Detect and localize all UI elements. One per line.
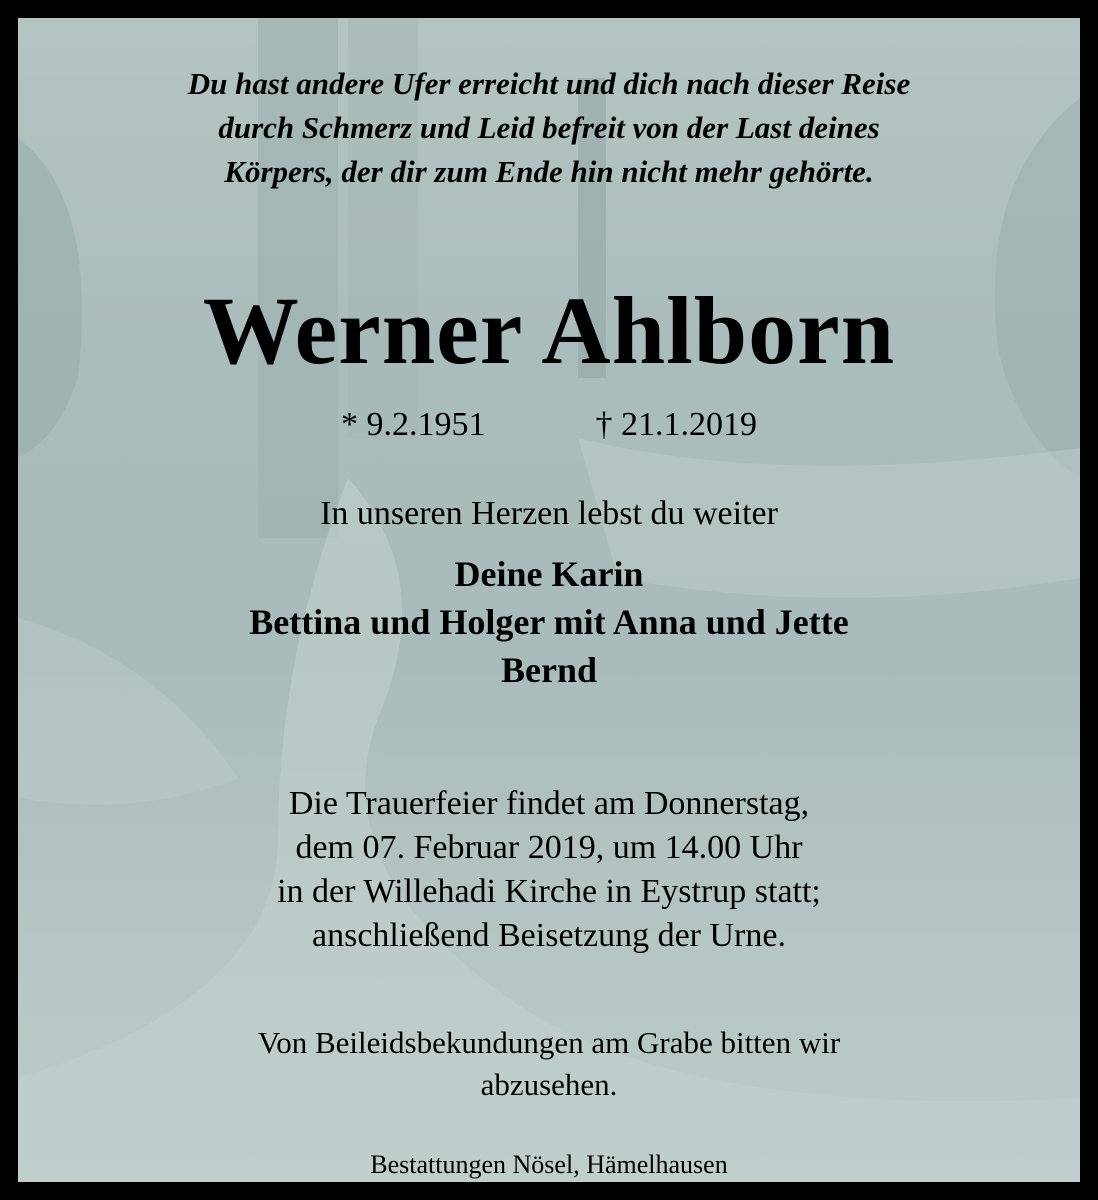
- service-line: anschließend Beisetzung der Urne.: [312, 917, 786, 954]
- mourner-line: Deine Karin: [454, 554, 644, 594]
- death-date: † 21.1.2019: [595, 406, 757, 443]
- quote-line: Du hast andere Ufer erreicht und dich nach dieser Reise: [187, 66, 911, 101]
- quote-line: durch Schmerz und Leid befreit von der Last deines: [218, 110, 880, 145]
- quote-line: Körpers, der dir zum Ende hin nicht mehr gehörte.: [224, 154, 874, 189]
- service-line: dem 07. Februar 2019, um 14.00 Uhr: [295, 829, 803, 866]
- deceased-name: Werner Ahlborn: [202, 277, 896, 384]
- condolence-note: [18, 1022, 1080, 1106]
- life-dates: [18, 403, 1080, 447]
- mourner-line: Bettina und Holger mit Anna und Jette: [249, 602, 849, 642]
- condolence-line: Von Beileidsbekundungen am Grabe bitten wir: [257, 1025, 841, 1060]
- memorial-quote: [18, 62, 1080, 194]
- funeral-home: Bestattungen Nösel, Hämelhausen: [370, 1150, 728, 1179]
- mourner-line: Bernd: [500, 650, 597, 690]
- service-line: Die Trauerfeier findet am Donnerstag,: [288, 785, 810, 822]
- birth-date: * 9.2.1951: [341, 406, 486, 443]
- motto-line: In unseren Herzen lebst du weiter: [320, 495, 778, 532]
- condolence-line: abzusehen.: [480, 1067, 618, 1102]
- service-line: in der Willehadi Kirche in Eystrup statt;: [277, 873, 821, 910]
- mourners-list: [18, 550, 1080, 694]
- funeral-service-info: [18, 782, 1080, 958]
